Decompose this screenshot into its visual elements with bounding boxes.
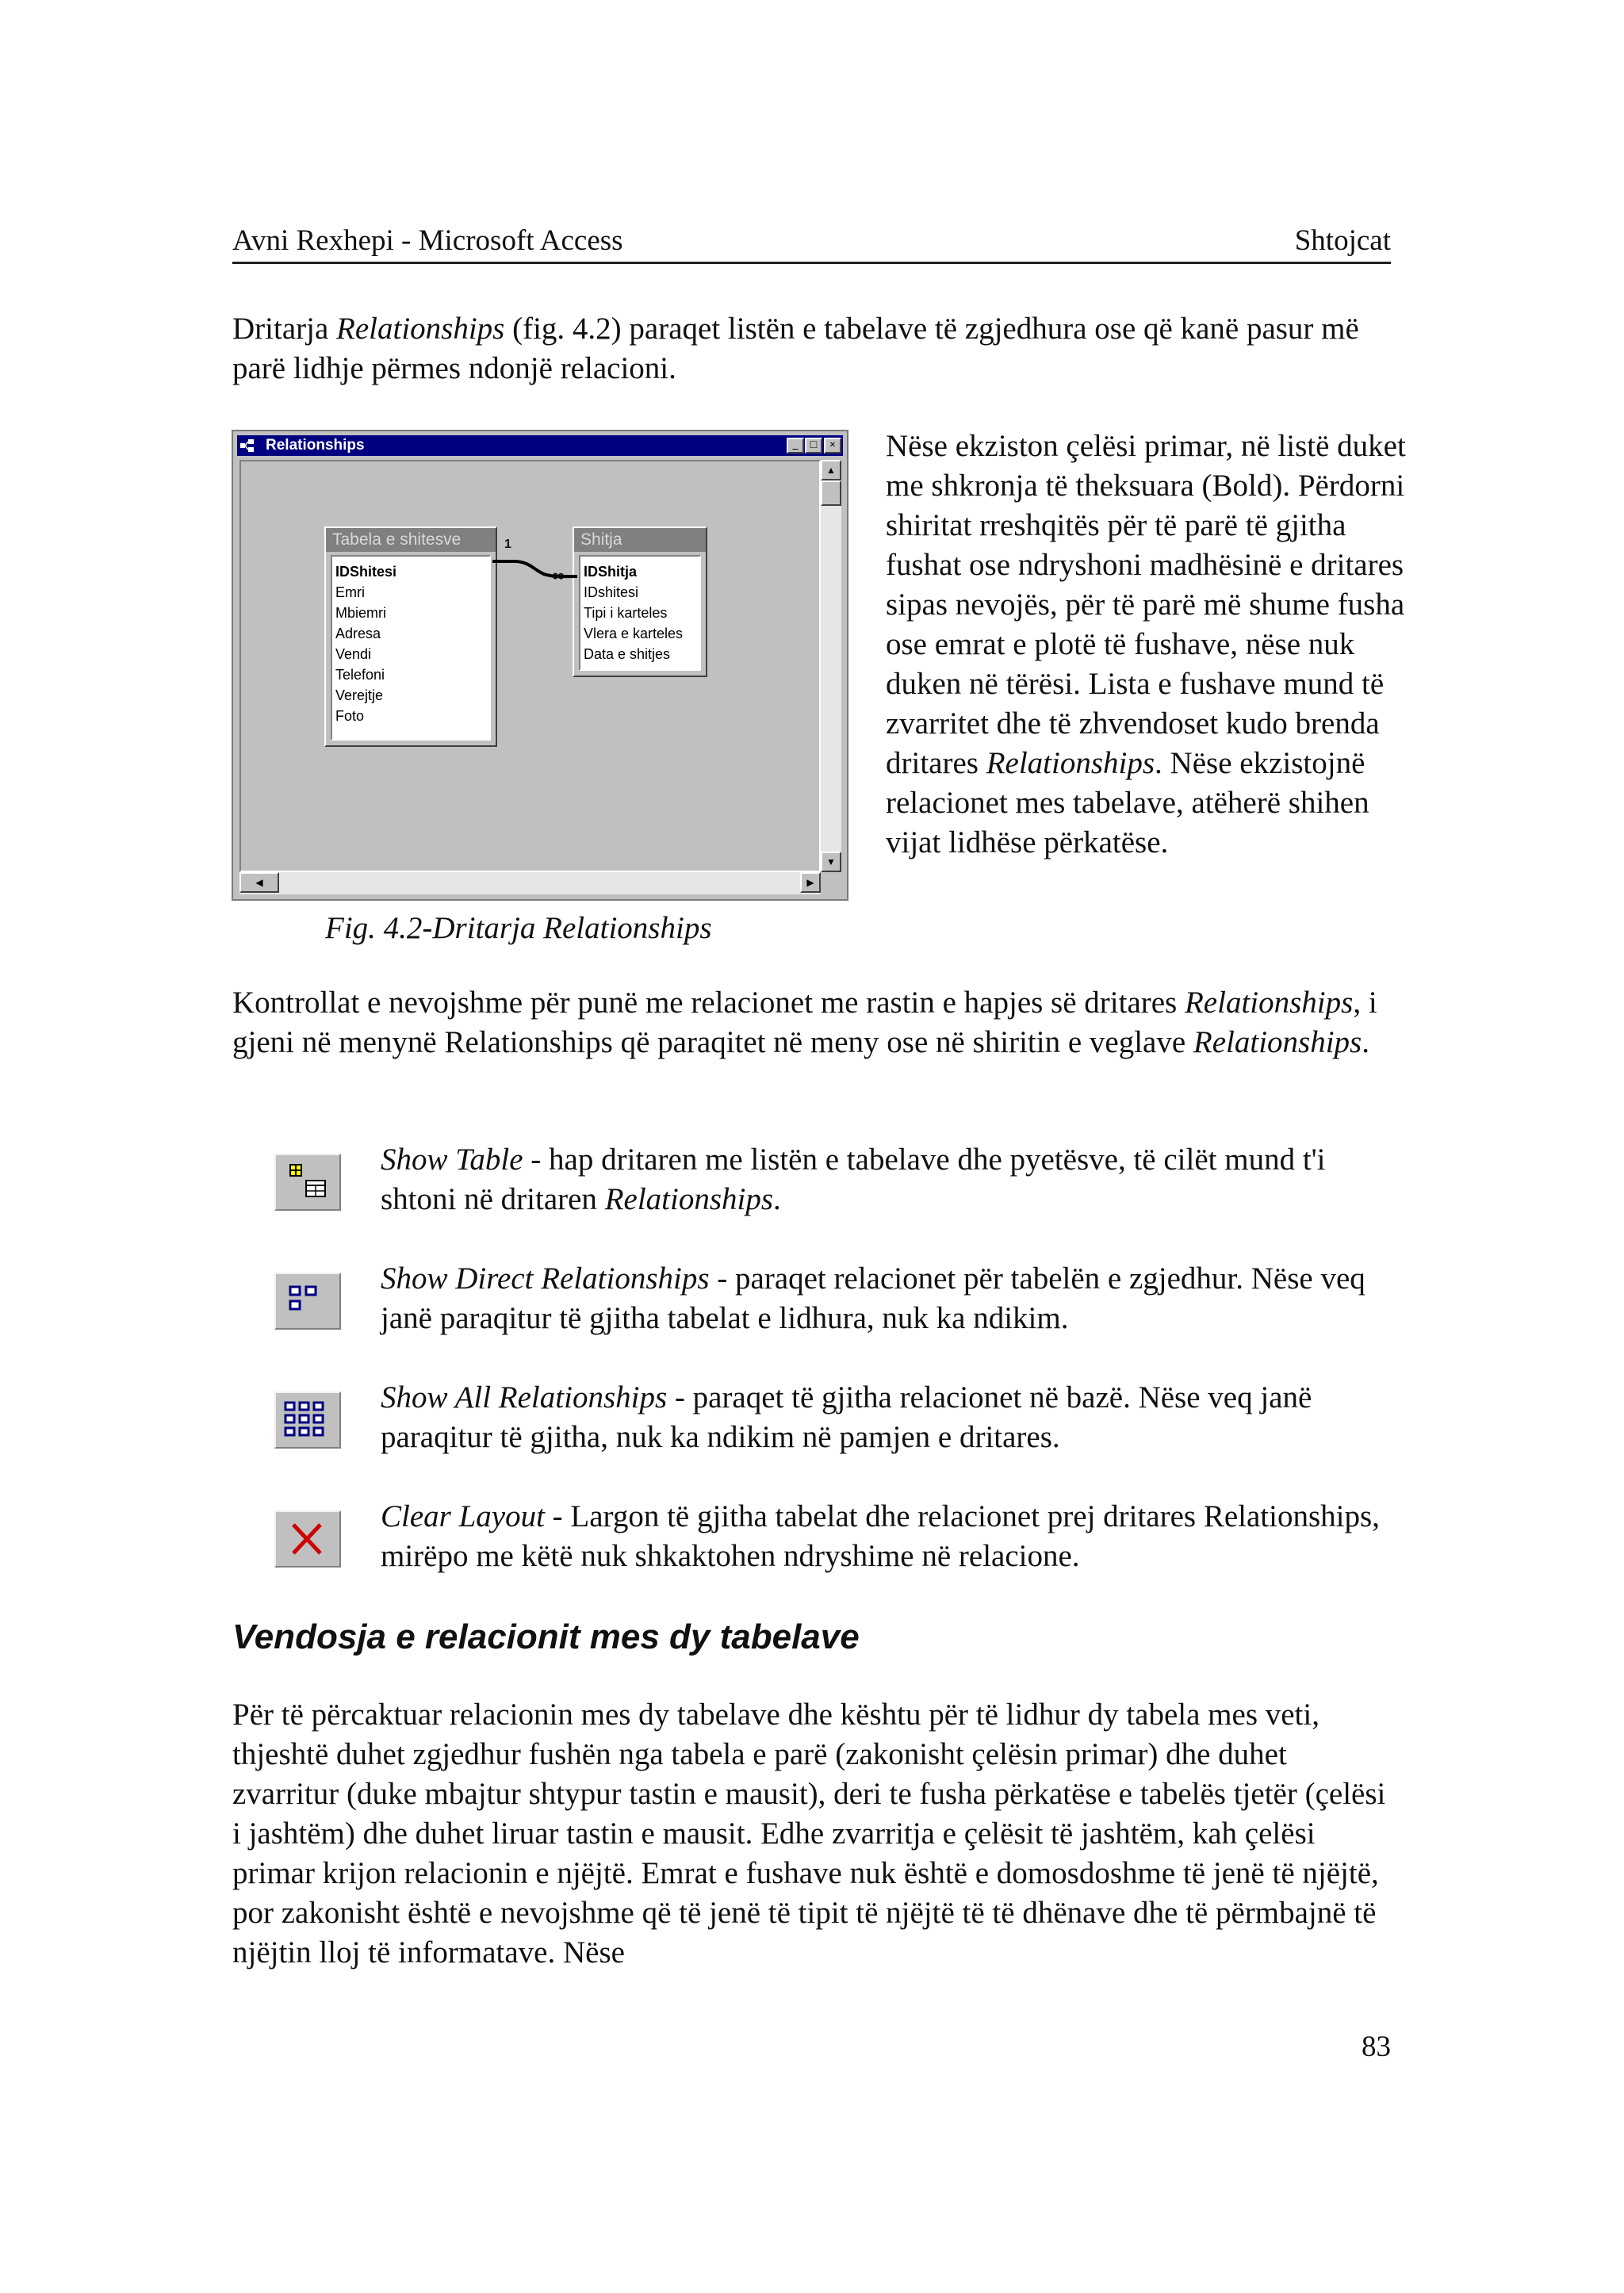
side-text: Nëse ekziston çelësi primar, në listë duket me shkronja të theksuara (Bold). Përdorni shiritat rreshqitës për të parë të gjitha fushat ose ndryshoni madhësinë e dritares sipas nevojës, për të parë më shume fusha ose emrat e plotë të fushave, nëse nuk duken në tërësi. Lista e fushave mund të zvarritet dhe të zhvendoset kudo brenda dritares [886,429,1406,780]
running-header-right: Shtojcat [1294,224,1391,257]
scroll-right-button[interactable]: ▶ [800,872,821,893]
header-rule [232,262,1391,264]
field-item[interactable]: Adresa [335,626,381,641]
running-header-left: Avni Rexhepi - Microsoft Access [232,224,623,257]
field-item[interactable]: IDShitja [584,564,638,580]
tool-name: Show Table [381,1143,523,1177]
maximize-button[interactable]: □ [805,438,822,454]
show-direct-relationships-icon [274,1273,341,1330]
controls-italic: Relationships [1184,986,1354,1020]
section-heading: Vendosja e relacionit mes dy tabelave [232,1617,860,1656]
page-number: 83 [1362,2031,1391,2063]
window-title-bar [237,435,843,456]
field-item[interactable]: Tipi i karteles [584,605,668,621]
field-item[interactable]: Vendi [335,646,372,662]
tool-name: Show Direct Relationships [381,1261,710,1296]
tool-desc: - hap dritaren me listën e tabelave dhe pyetësve, të cilët mund t'i shtoni në dritaren [381,1143,1326,1216]
tool-name: Clear Layout [381,1499,545,1533]
size-grip[interactable] [821,872,841,894]
tool-description-show-table [381,1140,1388,1219]
controls-paragraph [232,983,1398,1062]
minimize-button[interactable]: _ [787,438,804,454]
show-table-icon [274,1154,341,1211]
side-text-end: . Nëse ekzistojnë relacionet mes tabelave, atëherë shihen vijat lidhëse përkatëse. [886,746,1369,859]
tool-name: Show All Relationships [381,1380,668,1414]
intro-text-rest: (fig. 4.2) paraqet listën e tabelave të zgjedhura ose që kanë pasur më parë lidhje përmes ndonjë relacioni. [232,312,1359,385]
field-item[interactable]: Mbiemri [335,605,387,621]
table-title: Tabela e shitesve [326,528,496,552]
table-title: Shitja [574,528,706,552]
scroll-thumb[interactable] [821,480,841,506]
relationships-window-figure [232,430,848,901]
scroll-left-button[interactable]: ◀ [239,872,279,893]
close-button[interactable]: × [824,438,841,454]
field-item[interactable]: Data e shitjes [584,646,671,662]
body-paragraph: Për të përcaktuar relacionin mes dy tabelave dhe kështu për të lidhur dy tabela mes veti, thjeshtë duhet zgjedhur fushën nga tabela e parë (zakonisht çelësin primar) dhe duhet zvarritur (duke mbajtur shtypur tastin e mausit), deri te fusha përkatëse e tabelës tjetër (çelësi i jashtëm) dhe duhet liruar tastin e mausit. Edhe zvarritja e çelësit të jashtëm, kah çelësi primar krijon relacionin e njëjtë. Emrat e fushave nuk është e domosdoshme të jenë të njëjtë, por zakonisht është e nevojshme që të jenë të tipit të njëjtë të të dhënave dhe të përmbajnë të njëjtin lloj të informatave. Nëse [232,1698,1386,1970]
field-item[interactable]: Vlera e karteles [584,626,684,641]
vertical-scrollbar[interactable] [821,460,841,872]
tool-desc: - paraqet relacionet për tabelën e zgjedhur. Nëse veq janë paraqitur të gjitha tabelat e lidhura, nuk ka ndikim. [381,1261,1365,1335]
field-item[interactable]: Verejtje [335,687,384,703]
side-italic: Relationships [986,746,1155,780]
intro-paragraph [232,309,1398,389]
window-title: Relationships [266,437,365,454]
field-item[interactable]: Telefoni [335,667,385,683]
controls-text-end: . [1362,1025,1369,1059]
scroll-down-button[interactable]: ▼ [821,852,841,872]
horizontal-scrollbar[interactable] [239,872,821,894]
tool-description-show-direct [381,1259,1388,1338]
intro-italic: Relationships [336,312,505,346]
controls-text-mid: , i gjeni në menynë Relationships që paraqitet në meny ose në shiritin e veglave [232,986,1377,1059]
tool-desc: - paraqet të gjitha relacionet në bazë. Nëse veq janë paraqitur të gjitha, nuk ka ndikim në pamjen e dritares. [381,1380,1312,1454]
relation-one-label: 1 [504,538,511,551]
show-all-relationships-icon [274,1391,341,1449]
controls-text: Kontrollat e nevojshme për punë me relacionet me rastin e hapjes së dritares [232,986,1185,1020]
tool-description-clear-layout [381,1497,1388,1576]
tool-desc-italic: Relationships [604,1182,774,1216]
relation-many-label: ∞ [552,565,565,585]
tool-desc: - Largon të gjitha tabelat dhe relacionet prej dritares Relationships, mirëpo me këtë nuk shkaktohen ndryshime në relacione. [381,1499,1380,1573]
relationships-window-icon [239,438,255,453]
field-item[interactable]: Foto [335,708,365,724]
relationship-line[interactable] [241,461,819,871]
relationships-canvas [239,460,821,872]
side-paragraph [886,427,1409,863]
field-item[interactable]: IDShitesi [335,564,397,580]
clear-layout-icon [274,1510,341,1568]
scroll-up-button[interactable]: ▲ [821,460,841,480]
field-item[interactable]: IDshitesi [584,584,639,600]
tool-desc-end: . [773,1182,781,1216]
tool-description-show-all [381,1378,1388,1457]
field-item[interactable]: Emri [335,584,365,600]
figure-caption: Fig. 4.2-Dritarja Relationships [325,911,712,945]
intro-text: Dritarja [232,312,337,346]
controls-italic-2: Relationships [1193,1025,1362,1059]
